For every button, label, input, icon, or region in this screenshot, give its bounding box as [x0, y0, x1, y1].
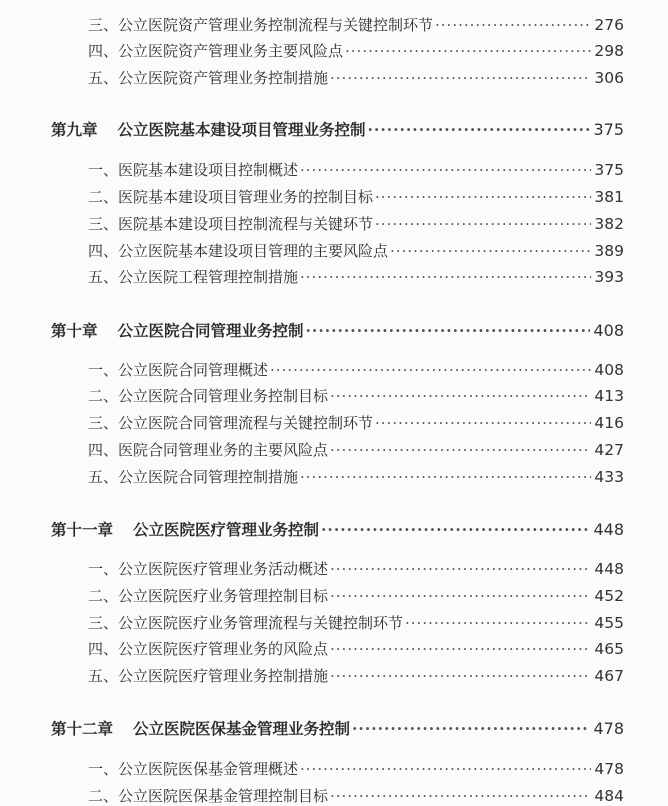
toc-section-entry	[88, 612, 624, 633]
section-title: 四、公立医院基本建设项目管理的主要风险点	[88, 242, 389, 260]
chapter-number: 第十章	[51, 321, 98, 340]
dot-leader	[300, 468, 591, 486]
page-number: 467	[594, 667, 624, 685]
page-number: 381	[594, 188, 624, 206]
page-number: 276	[594, 16, 624, 34]
section-title: 一、公立医院医保基金管理概述	[88, 760, 299, 778]
toc-section-entry	[88, 665, 624, 686]
dot-leader	[375, 188, 591, 206]
dot-leader	[321, 520, 590, 539]
section-title: 五、公立医院合同管理控制措施	[88, 468, 299, 486]
page-number: 416	[594, 414, 624, 432]
page-number: 393	[594, 268, 624, 286]
dot-leader	[330, 69, 591, 87]
toc-section-entry	[88, 359, 624, 380]
dot-leader	[330, 587, 591, 605]
page-number: 455	[594, 614, 624, 632]
toc-chapter-entry	[51, 518, 624, 540]
section-title: 二、医院基本建设项目管理业务的控制目标	[88, 188, 374, 206]
toc-section-entry	[88, 385, 624, 406]
section-title: 四、医院合同管理业务的主要风险点	[88, 441, 329, 459]
section-title: 三、公立医院资产管理业务控制流程与关键控制环节	[88, 16, 434, 34]
toc-section-entry	[88, 186, 624, 207]
dot-leader	[330, 387, 591, 405]
dot-leader	[368, 120, 591, 139]
toc-section-entry	[88, 266, 624, 287]
page-number: 408	[593, 321, 624, 340]
toc-section-entry	[88, 785, 624, 806]
toc-section-entry	[88, 412, 624, 433]
toc-chapter-entry	[51, 118, 624, 140]
chapter-title: 公立医院医保基金管理业务控制	[133, 719, 351, 738]
page-number: 306	[594, 69, 624, 87]
chapter-title: 公立医院医疗管理业务控制	[133, 520, 320, 539]
toc-section-entry	[88, 40, 624, 61]
section-title: 一、公立医院医疗管理业务活动概述	[88, 560, 329, 578]
section-title: 二、公立医院合同管理业务控制目标	[88, 387, 329, 405]
toc-chapter-entry	[51, 717, 624, 739]
dot-leader	[300, 760, 591, 778]
dot-leader	[300, 161, 591, 179]
page-number: 452	[594, 587, 624, 605]
page-number: 389	[594, 242, 624, 260]
section-title: 一、公立医院合同管理概述	[88, 361, 269, 379]
chapter-title: 公立医院基本建设项目管理业务控制	[117, 120, 366, 139]
page-number: 448	[594, 560, 624, 578]
section-title: 二、公立医院医保基金管理控制目标	[88, 787, 329, 805]
section-title: 五、公立医院医疗管理业务控制措施	[88, 667, 329, 685]
toc-section-entry	[88, 558, 624, 579]
page-number: 382	[594, 215, 624, 233]
section-title: 五、公立医院工程管理控制措施	[88, 268, 299, 286]
toc-section-entry	[88, 240, 624, 261]
dot-leader	[352, 719, 590, 738]
dot-leader	[300, 268, 591, 286]
dot-leader	[405, 614, 591, 632]
dot-leader	[375, 414, 591, 432]
dot-leader	[390, 242, 591, 260]
dot-leader	[270, 361, 591, 379]
chapter-title: 公立医院合同管理业务控制	[117, 321, 304, 340]
toc-section-entry	[88, 466, 624, 487]
page-number: 413	[594, 387, 624, 405]
page-number: 465	[594, 640, 624, 658]
page-number: 375	[593, 120, 624, 139]
section-title: 三、公立医院医疗业务管理流程与关键控制环节	[88, 614, 404, 632]
toc-section-entry	[88, 638, 624, 659]
toc-section-entry	[88, 14, 624, 35]
dot-leader	[330, 441, 591, 459]
section-title: 四、公立医院医疗管理业务的风险点	[88, 640, 329, 658]
dot-leader	[345, 42, 591, 60]
section-title: 三、医院基本建设项目控制流程与关键环节	[88, 215, 374, 233]
section-title: 二、公立医院医疗业务管理控制目标	[88, 587, 329, 605]
page-number: 298	[594, 42, 624, 60]
section-title: 五、公立医院资产管理业务控制措施	[88, 69, 329, 87]
dot-leader	[330, 787, 591, 805]
toc-section-entry	[88, 758, 624, 779]
section-title: 三、公立医院合同管理流程与关键控制环节	[88, 414, 374, 432]
page-number: 427	[594, 441, 624, 459]
dot-leader	[306, 321, 591, 340]
toc-section-entry	[88, 439, 624, 460]
page-number: 408	[594, 361, 624, 379]
page-number: 448	[593, 520, 624, 539]
dot-leader	[330, 640, 591, 658]
chapter-number: 第九章	[51, 120, 98, 139]
section-title: 一、医院基本建设项目控制概述	[88, 161, 299, 179]
page-number: 478	[593, 719, 624, 738]
toc-section-entry	[88, 159, 624, 180]
dot-leader	[375, 215, 591, 233]
toc-section-entry	[88, 585, 624, 606]
toc-chapter-entry	[51, 319, 624, 341]
page-number: 375	[594, 161, 624, 179]
chapter-number: 第十一章	[51, 520, 114, 539]
dot-leader	[330, 667, 591, 685]
toc-section-entry	[88, 67, 624, 88]
page-number: 478	[594, 760, 624, 778]
section-title: 四、公立医院资产管理业务主要风险点	[88, 42, 344, 60]
dot-leader	[330, 560, 591, 578]
page-number: 433	[594, 468, 624, 486]
page-number: 484	[594, 787, 624, 805]
toc-section-entry	[88, 213, 624, 234]
chapter-number: 第十二章	[51, 719, 114, 738]
dot-leader	[435, 16, 591, 34]
